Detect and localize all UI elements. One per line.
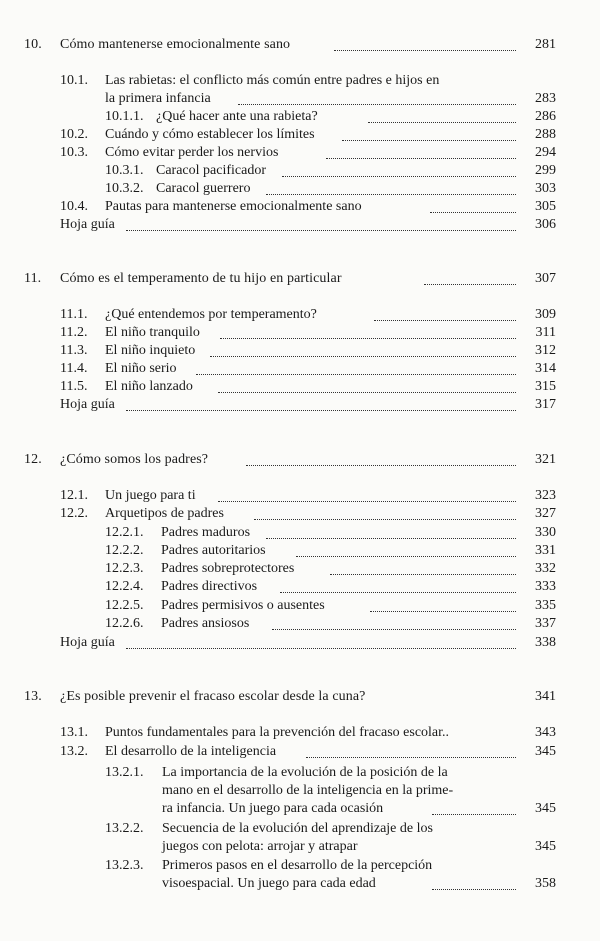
entry-page: 335: [535, 598, 556, 613]
entry-title: Arquetipos de padres: [105, 506, 224, 521]
entry-number: 12.2.2.: [105, 543, 144, 558]
entry-page: 345: [535, 839, 556, 854]
entry-page: 307: [535, 271, 556, 286]
leader-dots: [218, 500, 516, 502]
entry-title: El niño inquieto: [105, 343, 196, 358]
entry-number: 12.: [24, 452, 42, 467]
entry-number: 11.3.: [60, 343, 88, 358]
entry-title: ¿Qué entendemos por temperamento?: [105, 307, 317, 322]
entry-number: 12.2.: [60, 506, 88, 521]
entry-page: 345: [535, 801, 556, 816]
entry-page: 315: [535, 379, 556, 394]
entry-page: 311: [535, 325, 556, 340]
entry-number: 10.: [24, 37, 42, 52]
entry-page: 330: [535, 525, 556, 540]
entry-number: 13.2.3.: [105, 858, 144, 873]
entry-number: 11.1.: [60, 307, 88, 322]
leader-dots: [272, 628, 516, 630]
leader-dots: [254, 518, 516, 520]
entry-page: 286: [535, 109, 556, 124]
entry-number: 13.2.1.: [105, 765, 144, 780]
leader-dots: [266, 537, 516, 539]
entry-title: ¿Qué hacer ante una rabieta?: [156, 109, 318, 124]
leader-dots: [220, 337, 516, 339]
leader-dots: [330, 573, 516, 575]
entry-title: El niño serio: [105, 361, 177, 376]
entry-number: 13.: [24, 689, 42, 704]
entry-title: Cómo es el temperamento de tu hijo en particular: [60, 271, 342, 286]
entry-number: 12.2.5.: [105, 598, 144, 613]
entry-number: 10.3.2.: [105, 181, 144, 196]
entry-page: 303: [535, 181, 556, 196]
entry-title: Hoja guía: [60, 397, 115, 412]
entry-title: Padres ansiosos: [161, 616, 250, 631]
leader-dots: [296, 555, 516, 557]
entry-title: Cómo evitar perder los nervios: [105, 145, 279, 160]
entry-page: 306: [535, 217, 556, 232]
entry-page: 281: [535, 37, 556, 52]
entry-number: 11.: [24, 271, 42, 286]
entry-number: 12.2.4.: [105, 579, 144, 594]
leader-dots: [374, 319, 516, 321]
leader-dots: [218, 391, 516, 393]
entry-title-cont: juegos con pelota: arrojar y atrapar: [162, 839, 358, 854]
entry-title: Padres directivos: [161, 579, 258, 594]
leader-dots: [246, 464, 516, 466]
entry-title: Las rabietas: el conflicto más común entre padres e hijos en: [105, 73, 440, 88]
entry-page: 321: [535, 452, 556, 467]
leader-dots: [196, 373, 516, 375]
leader-dots: [342, 139, 516, 141]
entry-number: 12.2.1.: [105, 525, 144, 540]
entry-title: ¿Es posible prevenir el fracaso escolar desde la cuna?: [60, 689, 366, 704]
entry-title: Hoja guía: [60, 635, 115, 650]
entry-title: Secuencia de la evolución del aprendizaje de los: [162, 821, 433, 836]
entry-page: 358: [535, 876, 556, 891]
entry-number: 10.1.: [60, 73, 88, 88]
entry-number: 10.3.: [60, 145, 88, 160]
entry-page: 314: [535, 361, 556, 376]
leader-dots: [326, 157, 516, 159]
entry-title: Hoja guía: [60, 217, 115, 232]
leader-dots: [126, 647, 516, 649]
entry-title: Padres maduros: [161, 525, 251, 540]
entry-number: 10.3.1.: [105, 163, 144, 178]
leader-dots: [432, 813, 516, 815]
entry-number: 13.2.: [60, 744, 88, 759]
entry-number: 11.5.: [60, 379, 88, 394]
entry-page: 312: [535, 343, 556, 358]
leader-dots: [210, 355, 516, 357]
entry-page: 333: [535, 579, 556, 594]
entry-number: 13.2.2.: [105, 821, 144, 836]
entry-page: 294: [535, 145, 556, 160]
entry-page: 327: [535, 506, 556, 521]
entry-title: Caracol pacificador: [156, 163, 266, 178]
entry-title: Padres autoritarios: [161, 543, 266, 558]
entry-title: El desarrollo de la inteligencia: [105, 744, 277, 759]
entry-number: 13.1.: [60, 725, 88, 740]
entry-title-cont: mano en el desarrollo de la inteligencia en la prime-: [162, 783, 454, 798]
entry-number: 12.2.6.: [105, 616, 144, 631]
entry-page: 345: [535, 744, 556, 759]
entry-title: ¿Cómo somos los padres?: [60, 452, 209, 467]
entry-page: 299: [535, 163, 556, 178]
entry-title: El niño lanzado: [105, 379, 193, 394]
entry-title-cont: la primera infancia: [105, 91, 211, 106]
entry-page: 331: [535, 543, 556, 558]
leader-dots: [266, 193, 516, 195]
leader-dots: [282, 175, 516, 177]
entry-title: La importancia de la evolución de la posición de la: [162, 765, 448, 780]
entry-page: 305: [535, 199, 556, 214]
entry-title: Caracol guerrero: [156, 181, 251, 196]
entry-page: 317: [535, 397, 556, 412]
entry-page: 343: [535, 725, 556, 740]
entry-page: 309: [535, 307, 556, 322]
leader-dots: [424, 283, 516, 285]
entry-number: 12.2.3.: [105, 561, 144, 576]
leader-dots: [430, 211, 516, 213]
entry-number: 10.1.1.: [105, 109, 144, 124]
entry-page: 337: [535, 616, 556, 631]
leader-dots: [334, 49, 516, 51]
entry-title: Padres sobreprotectores: [161, 561, 295, 576]
entry-title: Primeros pasos en el desarrollo de la percepción: [162, 858, 433, 873]
entry-title: Puntos fundamentales para la prevención del fracaso escolar..: [105, 725, 450, 740]
leader-dots: [432, 888, 516, 890]
entry-title: Cómo mantenerse emocionalmente sano: [60, 37, 291, 52]
leader-dots: [126, 229, 516, 231]
leader-dots: [126, 409, 516, 411]
entry-number: 10.4.: [60, 199, 88, 214]
entry-number: 11.2.: [60, 325, 88, 340]
entry-page: 288: [535, 127, 556, 142]
entry-title-cont: visoespacial. Un juego para cada edad: [162, 876, 376, 891]
entry-page: 338: [535, 635, 556, 650]
leader-dots: [238, 103, 516, 105]
entry-page: 323: [535, 488, 556, 503]
leader-dots: [370, 610, 516, 612]
entry-title: Pautas para mantenerse emocionalmente sano: [105, 199, 362, 214]
leader-dots: [368, 121, 516, 123]
entry-title: Un juego para ti: [105, 488, 196, 503]
entry-page: 283: [535, 91, 556, 106]
leader-dots: [306, 756, 516, 758]
entry-page: 332: [535, 561, 556, 576]
entry-page: 341: [535, 689, 556, 704]
entry-number: 12.1.: [60, 488, 88, 503]
entry-title: El niño tranquilo: [105, 325, 200, 340]
entry-title-cont: ra infancia. Un juego para cada ocasión: [162, 801, 384, 816]
entry-number: 11.4.: [60, 361, 88, 376]
leader-dots: [280, 591, 516, 593]
entry-number: 10.2.: [60, 127, 88, 142]
entry-title: Padres permisivos o ausentes: [161, 598, 325, 613]
entry-title: Cuándo y cómo establecer los límites: [105, 127, 315, 142]
